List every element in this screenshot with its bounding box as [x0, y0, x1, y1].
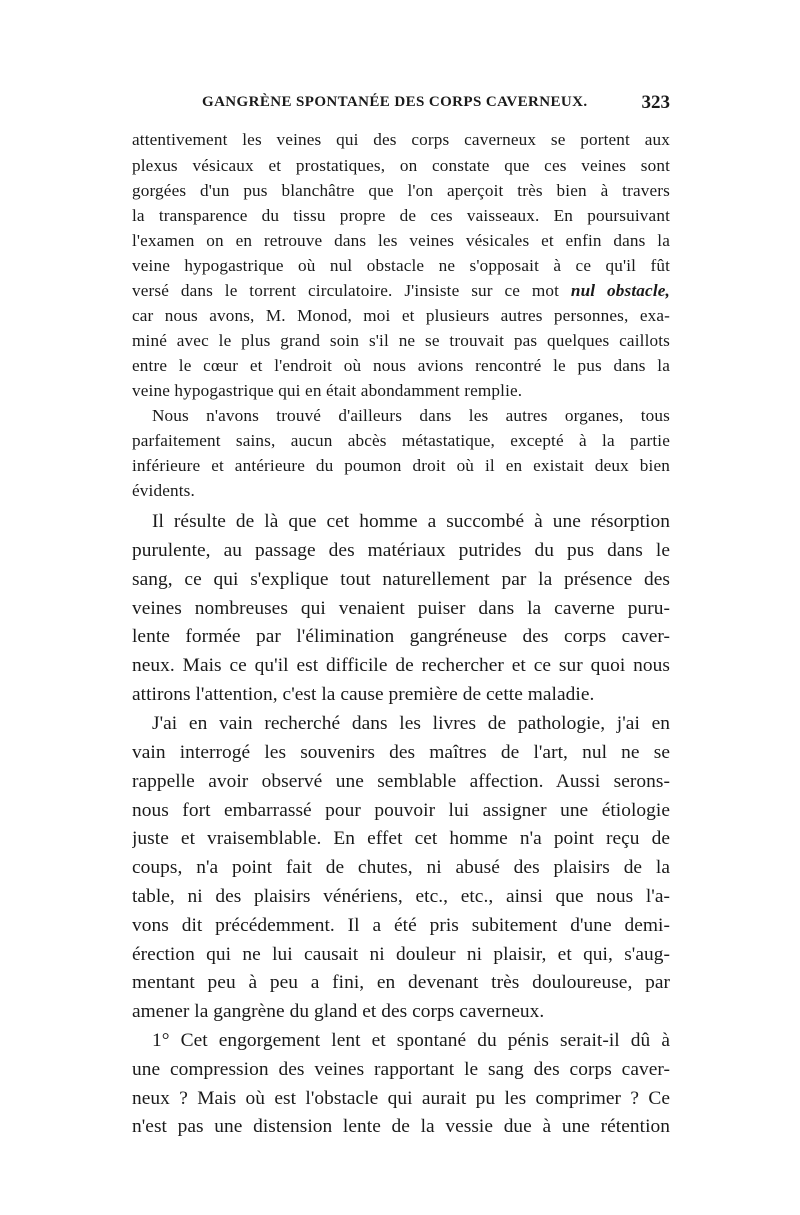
text-line: coups, n'a point fait de chutes, ni abusé des plaisirs de la: [132, 857, 670, 878]
text-line: inférieure et antérieure du poumon droit où il en existait deux bien: [132, 456, 670, 475]
text-line: évidents.: [132, 481, 195, 500]
text-line: vain interrogé les souvenirs des maîtres de l'art, nul ne se: [132, 742, 670, 763]
text-line: vons dit précédemment. Il a été pris subitement d'une demi-: [132, 915, 670, 936]
text-line: entre le cœur et l'endroit où nous avions rencontré le pus dans la: [132, 356, 670, 375]
text-line: n'est pas une distension lente de la vessie due à une rétention: [132, 1116, 670, 1137]
text-line: rappelle avoir observé une semblable affection. Aussi serons-: [132, 771, 670, 792]
text-line: l'examen on en retrouve dans les veines vésicales et enfin dans la: [132, 231, 670, 250]
text-line: sang, ce qui s'explique tout naturellement par la présence des: [132, 569, 670, 590]
page-number: 323: [641, 92, 670, 113]
text-line: car nous avons, M. Monod, moi et plusieurs autres personnes, exa-: [132, 306, 670, 325]
text-line: amener la gangrène du gland et des corps caverneux.: [132, 1001, 545, 1022]
text-line: Il résulte de là que cet homme a succombé à une résorption: [152, 511, 670, 532]
text-line-with-emphasis: [132, 281, 670, 301]
text-line: gorgées d'un pus blanchâtre que l'on aperçoit très bien à travers: [132, 181, 670, 200]
text-line: J'ai en vain recherché dans les livres de pathologie, j'ai en: [152, 713, 670, 734]
text-line: nous fort embarrassé pour pouvoir lui assigner une étiologie: [132, 800, 670, 821]
text-line: lente formée par l'élimination gangréneuse des corps caver-: [132, 626, 670, 647]
emphasis-text: nul obstacle,: [570, 281, 670, 300]
text-line: neux ? Mais où est l'obstacle qui aurait pu les comprimer ? Ce: [132, 1088, 670, 1109]
text-line: veine hypogastrique où nul obstacle ne s'opposait à ce qu'il fût: [132, 256, 670, 275]
text-line: parfaitement sains, aucun abcès métastatique, excepté à la partie: [132, 431, 670, 450]
text-line: une compression des veines rapportant le sang des corps caver-: [132, 1059, 670, 1080]
text-line: Nous n'avons trouvé d'ailleurs dans les autres organes, tous: [152, 406, 670, 425]
text-line: attirons l'attention, c'est la cause première de cette maladie.: [132, 684, 595, 705]
text-line: purulente, au passage des matériaux putrides du pus dans le: [132, 540, 670, 561]
text-line: veines nombreuses qui venaient puiser dans la caverne puru-: [132, 598, 670, 619]
text-line: table, ni des plaisirs vénériens, etc., etc., ainsi que nous l'a-: [132, 886, 670, 907]
text-line: miné avec le plus grand soin s'il ne se trouvait pas quelques caillots: [132, 331, 670, 350]
text-line: mentant peu à peu a fini, en devenant très douloureuse, par: [132, 972, 670, 993]
text-line: juste et vraisemblable. En effet cet homme n'a point reçu de: [132, 828, 670, 849]
text-line: érection qui ne lui causait ni douleur ni plaisir, et qui, s'aug-: [132, 944, 670, 965]
text-line: plexus vésicaux et prostatiques, on constate que ces veines sont: [132, 156, 670, 175]
text-segment: versé dans le torrent circulatoire. J'insiste sur ce mot: [132, 281, 560, 300]
text-line: 1° Cet engorgement lent et spontané du pénis serait-il dû à: [152, 1030, 670, 1051]
text-line: neux. Mais ce qu'il est difficile de rechercher et ce sur quoi nous: [132, 655, 670, 676]
text-line: attentivement les veines qui des corps caverneux se portent aux: [132, 130, 670, 149]
page-header: [132, 92, 670, 116]
running-title: GANGRÈNE SPONTANÉE DES CORPS CAVERNEUX.: [202, 94, 588, 110]
text-line: la transparence du tissu propre de ces vaisseaux. En poursuivant: [132, 206, 670, 225]
text-line: veine hypogastrique qui en était abondamment remplie.: [132, 381, 523, 400]
